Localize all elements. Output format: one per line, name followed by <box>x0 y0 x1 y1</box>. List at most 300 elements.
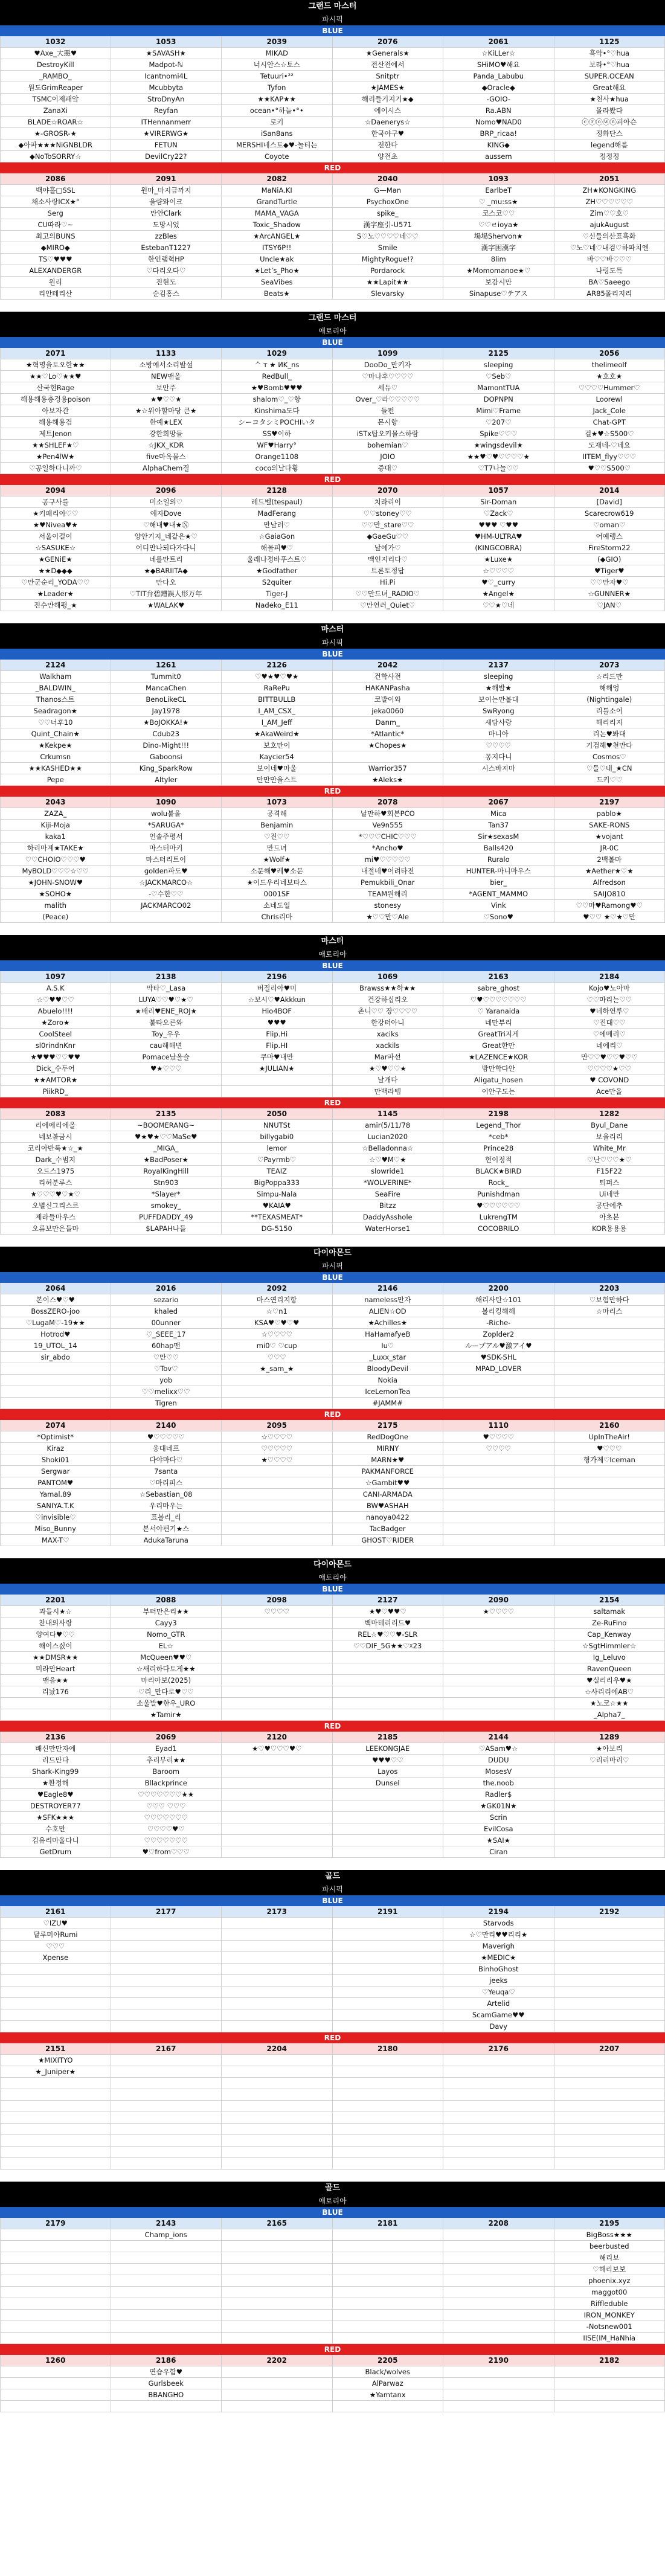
player-row <box>0 463 665 474</box>
team-score: 2135 <box>111 1108 222 1120</box>
player-row <box>0 577 665 588</box>
player-name: Danm_ <box>333 717 444 728</box>
player-name <box>333 2158 444 2170</box>
player-name: Brawss★★하★★ <box>333 983 444 994</box>
player-name: 촌니♡♡ 장♡♡♡♡ <box>333 1006 444 1017</box>
player-row <box>0 808 665 820</box>
player-name: 해몰피♥♡ <box>222 542 333 554</box>
player-name: Starvods <box>443 1918 554 1929</box>
player-name: 마리아보(2025) <box>111 1675 222 1686</box>
player-row <box>0 1846 665 1858</box>
player-name: ♡♥♡♡♡♡♡♡♡ <box>443 994 554 1006</box>
player-name <box>443 2321 554 2333</box>
player-name: ajukAugust <box>554 219 665 231</box>
player-name: WaterHorse1 <box>333 1223 444 1235</box>
player-name: ♡해리보보 <box>554 2264 665 2275</box>
player-name: 날에가♡ <box>333 542 444 554</box>
player-name <box>443 2089 554 2101</box>
player-name: Yamal.89 <box>0 1489 111 1500</box>
player-name <box>222 2321 333 2333</box>
section-title: 그랜드 마스터 <box>0 312 665 325</box>
player-name <box>333 2321 444 2333</box>
blue-team-band: BLUE <box>0 649 665 660</box>
player-name <box>333 2310 444 2321</box>
player-row <box>0 394 665 405</box>
player-name: 나링도특 <box>554 265 665 277</box>
team-score: 2201 <box>0 1595 111 1606</box>
player-name: Ace만을 <box>554 1086 665 1097</box>
player-name <box>0 1709 111 1721</box>
player-name: TSMC이제패앜 <box>0 94 111 105</box>
tier-section <box>0 0 665 300</box>
player-name: ★◆BARIITA◆ <box>111 565 222 577</box>
player-name: *Optimist* <box>0 1431 111 1443</box>
player-name <box>222 2066 333 2078</box>
player-name <box>111 2055 222 2066</box>
player-name: ♥♡♡S500♡ <box>554 463 665 474</box>
player-name: GetDrum <box>0 1846 111 1858</box>
player-name <box>443 1386 554 1398</box>
red-score-row <box>0 1732 665 1743</box>
player-name <box>222 2252 333 2264</box>
player-name: zzBles <box>111 231 222 242</box>
player-name: 웅대네프 <box>111 1443 222 1454</box>
team-score: 1260 <box>0 2355 111 2366</box>
team-score: 2140 <box>111 1420 222 1431</box>
player-name: ♡JAN♡ <box>554 600 665 611</box>
player-name: SAIJO810 <box>554 888 665 900</box>
player-row <box>0 854 665 866</box>
player-name: Punishdman <box>443 1189 554 1200</box>
player-name <box>111 1941 222 1952</box>
player-name: ★Tamir★ <box>111 1709 222 1721</box>
player-name: Altyler <box>111 774 222 786</box>
player-name <box>443 2275 554 2287</box>
player-row <box>0 2055 665 2066</box>
player-name: 언솔주평서 <box>111 831 222 843</box>
player-name <box>222 1964 333 1975</box>
player-name: 해해엉 <box>554 683 665 694</box>
player-row <box>0 2252 665 2264</box>
player-name: 연습우함♥ <box>111 2366 222 2378</box>
team-score: 1282 <box>554 1108 665 1120</box>
player-name: Snitptr <box>333 71 444 82</box>
player-name: 만♡♡♥♡♡♥♡♡ <box>554 1052 665 1063</box>
player-name: 본이스♥♡♥ <box>0 1294 111 1306</box>
player-row <box>0 451 665 463</box>
player-name: SANIYA.T.K <box>0 1500 111 1512</box>
player-name <box>333 2124 444 2135</box>
player-name: Sir-Doman <box>443 496 554 508</box>
player-name <box>222 1778 333 1789</box>
player-row <box>0 900 665 911</box>
player-name <box>333 1835 444 1846</box>
player-name: Bllackprince <box>111 1778 222 1789</box>
player-name: ループアル♥激アイ♥ <box>443 1340 554 1352</box>
player-row <box>0 1386 665 1398</box>
team-score: 2137 <box>443 660 554 671</box>
player-name <box>333 1998 444 2009</box>
player-name: ☆SASUKE☆ <box>0 542 111 554</box>
player-name <box>333 2275 444 2287</box>
player-name: Chris리마 <box>222 911 333 923</box>
section-title: 다이아몬드 <box>0 1558 665 1572</box>
player-name <box>443 2241 554 2252</box>
team-score: 1145 <box>333 1108 444 1120</box>
player-name <box>222 1386 333 1398</box>
player-name: ♡♡♡♡♡♡♡ <box>111 1812 222 1823</box>
red-team-band: RED <box>0 474 665 485</box>
player-name: 어예랭스 <box>554 531 665 542</box>
team-score: 2190 <box>443 2355 554 2366</box>
player-name: Cosmos♡ <box>554 751 665 763</box>
player-name: ★★AMTOR★ <box>0 1074 111 1086</box>
player-name: ZH♡♡♡♡♡♡ <box>554 196 665 208</box>
player-row <box>0 1975 665 1987</box>
player-row <box>0 2229 665 2241</box>
section-gap <box>0 1858 665 1870</box>
player-name: 리안테리산 <box>0 288 111 300</box>
player-row <box>0 59 665 71</box>
tier-section <box>0 1870 665 2170</box>
red-team-band: RED <box>0 2344 665 2355</box>
team-score: 2040 <box>333 173 444 185</box>
player-name <box>0 2321 111 2333</box>
player-name <box>443 1523 554 1535</box>
player-name <box>554 2055 665 2066</box>
player-name: RavenQueen <box>554 1663 665 1675</box>
player-name: DG-5150 <box>222 1223 333 1235</box>
player-name: Sir★sexasM <box>443 831 554 843</box>
player-name: -GOIO- <box>443 94 554 105</box>
player-name: 소방에서소리발설 <box>111 359 222 371</box>
player-name <box>222 1086 333 1097</box>
player-name <box>222 2055 333 2066</box>
player-name: 보라•°♡hua <box>554 59 665 71</box>
player-name: ★Let’s_Pho★ <box>222 265 333 277</box>
team-score: 2074 <box>0 1420 111 1431</box>
player-name: NEW맨올 <box>111 371 222 382</box>
player-row <box>0 1698 665 1709</box>
player-name <box>111 1975 222 1987</box>
player-name: Davy <box>443 2021 554 2032</box>
team-score: 2083 <box>0 1108 111 1120</box>
player-name <box>222 1698 333 1709</box>
player-name <box>0 2401 111 2412</box>
player-name <box>443 1466 554 1477</box>
player-name <box>222 2158 333 2170</box>
player-name: kaka1 <box>0 831 111 843</box>
player-name: Ze-RuFino <box>554 1617 665 1629</box>
player-name: ♡TIT弁碧蹭誤人形万年 <box>111 588 222 600</box>
player-name: 만백라템 <box>333 1086 444 1097</box>
player-name: SAKE-RONS <box>554 820 665 831</box>
player-name: Reyfan <box>111 105 222 117</box>
team-score: 2043 <box>0 797 111 808</box>
player-name: 너시안스☆토스 <box>222 59 333 71</box>
section-title: 마스터 <box>0 935 665 948</box>
player-name: 해리리지 <box>554 717 665 728</box>
blue-score-row <box>0 2218 665 2229</box>
player-name: 맥인지리다♡ <box>333 554 444 565</box>
player-name: aussem <box>443 151 554 162</box>
player-name: ★JAMES★ <box>333 82 444 94</box>
player-name: 몬시향 <box>333 417 444 428</box>
tier-section <box>0 935 665 1235</box>
player-row <box>0 1743 665 1755</box>
player-name: 보감시만 <box>443 277 554 288</box>
player-name <box>333 2089 444 2101</box>
player-name <box>554 1823 665 1835</box>
player-name: JR-0C <box>554 843 665 854</box>
player-name: 네보볼금시 <box>0 1131 111 1143</box>
player-name: ♡LugaM♡-19★★ <box>0 1317 111 1329</box>
red-team-band: RED <box>0 786 665 797</box>
player-name: ★BadPoser★ <box>111 1154 222 1166</box>
player-row <box>0 231 665 242</box>
player-row <box>0 242 665 254</box>
player-row <box>0 820 665 831</box>
player-name <box>222 1941 333 1952</box>
player-name: 오류보만은들마 <box>0 1223 111 1235</box>
player-name: Toxic_Shadow <box>222 219 333 231</box>
player-name <box>554 1835 665 1846</box>
player-name: Loorewl <box>554 394 665 405</box>
player-name <box>222 1535 333 1546</box>
player-name: -♡수한♡♡ <box>111 888 222 900</box>
player-row <box>0 1500 665 1512</box>
red-score-row <box>0 797 665 808</box>
player-name: ♡♡♡♡♡♡♡★★ <box>111 1789 222 1800</box>
player-name: 네에리♡ <box>554 1040 665 1052</box>
team-score: 2203 <box>554 1283 665 1294</box>
player-name <box>443 2158 554 2170</box>
player-row <box>0 1154 665 1166</box>
player-name: _BALDWIN_ <box>0 683 111 694</box>
player-name <box>333 2021 444 2032</box>
player-name <box>554 2101 665 2112</box>
player-name: LUYA♡♡♥♡★♡ <box>111 994 222 1006</box>
red-score-row <box>0 2043 665 2055</box>
player-name: ☆Daenerys☆ <box>333 117 444 128</box>
player-name: MyBOLD♡♡♡☆♡♡ <box>0 866 111 877</box>
player-name: 場場Shervon★ <box>443 231 554 242</box>
player-row <box>0 1143 665 1154</box>
player-name: Kojo♥노아마 <box>554 983 665 994</box>
player-row <box>0 1294 665 1306</box>
team-score: 2182 <box>554 2355 665 2366</box>
player-name <box>333 1800 444 1812</box>
player-name: 해용해용총경용poison <box>0 394 111 405</box>
player-name: golden파도♥ <box>111 866 222 877</box>
player-name: (Peace) <box>0 911 111 923</box>
team-score: 2194 <box>443 1906 554 1918</box>
player-name <box>0 1987 111 1998</box>
player-name: ♥♡_curry <box>443 577 554 588</box>
player-name: ♥Axe_大悪♥ <box>0 48 111 59</box>
player-name: 건학사전 <box>333 671 444 683</box>
player-name <box>0 1363 111 1375</box>
player-name: BigBoss★★★ <box>554 2229 665 2241</box>
player-name: 몽지다니 <box>443 751 554 763</box>
player-name: 김유리마울다니 <box>0 1835 111 1846</box>
player-name <box>222 1998 333 2009</box>
team-score: 2192 <box>554 1906 665 1918</box>
player-name: ★혁명을토오한★★ <box>0 359 111 371</box>
player-row <box>0 208 665 219</box>
player-name: 쿠마♥내만 <box>222 1052 333 1063</box>
player-name <box>222 2389 333 2401</box>
player-name: Nadeko_E11 <box>222 600 333 611</box>
red-team-band: RED <box>0 1721 665 1732</box>
player-name <box>554 1778 665 1789</box>
player-name: Dark_수범지 <box>0 1154 111 1166</box>
player-name: 보이네♥마울 <box>222 763 333 774</box>
player-name: ♡노♡네♡내검♡하파치엔 <box>554 242 665 254</box>
player-row <box>0 1617 665 1629</box>
player-name: 추리부리★★ <box>111 1755 222 1766</box>
player-name <box>333 2147 444 2158</box>
player-name: 에이시스 <box>333 105 444 117</box>
player-name <box>111 2321 222 2333</box>
player-name: ★♡♡♡♥♡★♡ <box>0 1189 111 1200</box>
player-name: ★♡♡♡♡ <box>222 1454 333 1466</box>
player-name: DOPNPN <box>443 394 554 405</box>
player-name: -Notsnew001 <box>554 2321 665 2333</box>
team-score: 2202 <box>222 2355 333 2366</box>
player-name <box>333 2401 444 2412</box>
player-name: ALIEN☆OD <box>333 1306 444 1317</box>
player-row <box>0 1443 665 1454</box>
player-name: ★★SHLEF★♡ <box>0 440 111 451</box>
player-name: bohemian♡ <box>333 440 444 451</box>
player-name <box>0 1964 111 1975</box>
blue-score-row <box>0 348 665 359</box>
player-name <box>222 1500 333 1512</box>
blue-score-row <box>0 660 665 671</box>
player-name <box>111 2101 222 2112</box>
player-row <box>0 48 665 59</box>
team-score: 2138 <box>111 971 222 983</box>
player-name <box>443 2298 554 2310</box>
player-row <box>0 1952 665 1964</box>
player-name: ★아보리 <box>554 1743 665 1755</box>
player-row <box>0 1029 665 1040</box>
player-name: DUDU <box>443 1755 554 1766</box>
player-name: ☆GaiaGon <box>222 531 333 542</box>
player-name <box>333 2078 444 2089</box>
tier-section <box>0 623 665 923</box>
player-name: ♡♡♡♡Hummer♡ <box>554 382 665 394</box>
player-name: ZanaXi <box>0 105 111 117</box>
player-name: 막타♡_Lasa <box>111 983 222 994</box>
player-name <box>443 1663 554 1675</box>
player-name: ~BOOMERANG~ <box>111 1120 222 1131</box>
team-score: 2208 <box>443 2218 554 2229</box>
player-name: Kaycier54 <box>222 751 333 763</box>
player-name: DevilCry22? <box>111 151 222 162</box>
player-name <box>222 1975 333 1987</box>
player-name <box>554 1929 665 1941</box>
player-name: TEAM원해리 <box>333 888 444 900</box>
player-name: Black/wolves <box>333 2366 444 2378</box>
player-name: S2quiter <box>222 577 333 588</box>
player-name <box>554 1941 665 1952</box>
player-name <box>0 2378 111 2389</box>
player-name: ★천사★hua <box>554 94 665 105</box>
player-name: ScamGame♥♥ <box>443 2009 554 2021</box>
player-name: BRP_ricaa! <box>443 128 554 140</box>
player-name: Scrin <box>443 1812 554 1823</box>
player-name: sleeping <box>443 359 554 371</box>
player-row <box>0 531 665 542</box>
player-name: 볼리킹해헤 <box>443 1306 554 1317</box>
player-row <box>0 105 665 117</box>
player-name: 코발이와 <box>333 694 444 705</box>
player-name <box>111 2252 222 2264</box>
player-name: Kiraz <box>0 1443 111 1454</box>
player-name <box>0 2389 111 2401</box>
player-name: ♡♡DIF_5G★★♡☓23 <box>333 1640 444 1652</box>
player-name: ♡♡마리는♡♡ <box>554 994 665 1006</box>
player-name <box>222 2275 333 2287</box>
player-name <box>333 1686 444 1698</box>
player-name: 0001SF <box>222 888 333 900</box>
player-name: ♡♡♡♡ <box>443 1443 554 1454</box>
player-name: ★★KASHED★★ <box>0 763 111 774</box>
player-name: ☆보시♡♥Akkkun <box>222 994 333 1006</box>
player-name: I_AM_CSX_ <box>222 705 333 717</box>
player-name: PAKMANFORCE <box>333 1466 444 1477</box>
player-name: ★★Lapit★★ <box>333 277 444 288</box>
player-name: Icantnomi4L <box>111 71 222 82</box>
player-name <box>443 2310 554 2321</box>
player-name: five마옥물스 <box>111 451 222 463</box>
player-name <box>554 2021 665 2032</box>
player-name <box>443 1375 554 1386</box>
player-name: ☆Sebastian_08 <box>111 1489 222 1500</box>
player-name: ★★D◆◆◆ <box>0 565 111 577</box>
player-name: ♡♡만자♥♡ <box>554 577 665 588</box>
player-name <box>0 1975 111 1987</box>
player-name: ★Achilles★ <box>333 1317 444 1329</box>
team-score: 2098 <box>222 1595 333 1606</box>
player-name: SUPER.OCEAN <box>554 71 665 82</box>
player-name: Tan37 <box>443 820 554 831</box>
player-row <box>0 565 665 577</box>
player-name <box>554 1789 665 1800</box>
team-score: 1093 <box>443 173 554 185</box>
player-name: ♡♡CHOIO♡♡♡♥ <box>0 854 111 866</box>
player-name: Toy_우우 <box>111 1029 222 1040</box>
player-name: ★SFK★★★ <box>0 1812 111 1823</box>
blue-team-band: BLUE <box>0 2207 665 2218</box>
player-name <box>443 1477 554 1489</box>
player-name: シーコタシミPOCHIいタ <box>222 417 333 428</box>
team-score: 2042 <box>333 660 444 671</box>
player-name: ★환정해 <box>0 1778 111 1789</box>
team-score: 2198 <box>443 1108 554 1120</box>
player-name: ♥실리리우♥★ <box>554 1675 665 1686</box>
tier-section <box>0 2182 665 2412</box>
team-score: 2161 <box>0 1906 111 1918</box>
player-name: ★_sam_★ <box>222 1363 333 1375</box>
player-name: NNUTSt <box>222 1120 333 1131</box>
player-name: Bitzz <box>333 1200 444 1212</box>
team-score: 1069 <box>333 971 444 983</box>
player-name <box>333 1812 444 1823</box>
player-name: slowride1 <box>333 1166 444 1177</box>
